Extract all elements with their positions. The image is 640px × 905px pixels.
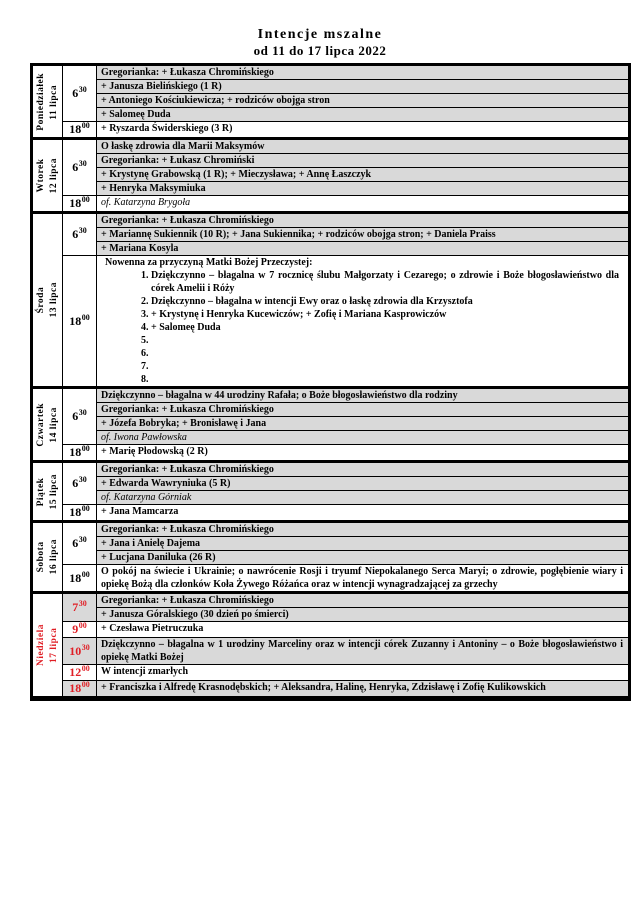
intention-row: + Mariannę Sukiennik (10 R); + Jana Sukiennika; + rodziców obojga stron; + Daniela Praiss	[97, 227, 628, 241]
novena-item	[151, 360, 623, 373]
intention-rows	[97, 66, 628, 121]
time-cell	[63, 622, 97, 637]
time-value: $18^{00}$	[69, 504, 90, 519]
time-cell	[63, 638, 97, 664]
time-value: $6^{30}$	[72, 226, 87, 241]
mass-intentions-table	[30, 63, 631, 701]
day-groups	[63, 214, 628, 386]
time-cell	[63, 445, 97, 460]
intention-row: Dziękczynno – błagalna w 1 urodziny Marceliny oraz w intencji córek Zuzanny i Antoniny – o Boże błogosławieństwo i opiekę Matki Bożej	[101, 639, 623, 663]
intention-row: Gregorianka: + Łukasz Chromiński	[97, 153, 628, 167]
novena-item	[151, 347, 623, 360]
day-groups	[63, 463, 628, 520]
title-line2: od 11 do 17 lipca 2022	[253, 43, 387, 58]
time-cell	[63, 140, 97, 195]
document-title	[0, 0, 640, 59]
intention-row: Gregorianka: + Łukasza Chromińskiego	[101, 67, 274, 78]
intention-row: + Edwarda Wawryniuka (5 R)	[97, 476, 628, 490]
day-label-thursday	[35, 403, 61, 447]
time-group-1800	[63, 564, 628, 591]
day-date: 13 lipca	[48, 282, 59, 318]
day-label-sunday	[35, 624, 61, 666]
day-name: Sobota	[35, 541, 46, 573]
day-block-tuesday	[33, 137, 628, 211]
intention-rows	[97, 196, 628, 211]
novena-item	[151, 334, 623, 347]
day-cell-thursday	[33, 389, 63, 460]
time-group-1800	[63, 121, 628, 137]
intention-rows	[97, 389, 628, 444]
intention-row: + Lucjana Daniluka (26 R)	[97, 550, 628, 564]
time-group-1800-novena	[63, 255, 628, 386]
intention-rows	[97, 681, 628, 696]
intention-rows	[97, 256, 628, 386]
intention-row: + Salomeę Duda	[97, 107, 628, 121]
time-group-1800	[63, 444, 628, 460]
novena-item: 4. + Salomeę Duda	[151, 321, 623, 334]
novena-list	[101, 269, 623, 386]
time-value: $18^{00}$	[69, 121, 90, 136]
time-group-630	[63, 389, 628, 444]
intention-row-offering: of. Katarzyna Brygoła	[101, 197, 191, 208]
title-line1: Intencje mszalne	[257, 27, 383, 42]
time-cell	[63, 463, 97, 504]
intention-row: + Jana Mamcarza	[101, 506, 179, 517]
intention-row-offering: of. Iwona Pawłowska	[97, 430, 628, 444]
day-date: 12 lipca	[48, 157, 59, 194]
intention-row: + Jana i Anielę Dajema	[97, 536, 628, 550]
day-groups	[63, 140, 628, 211]
intention-row: + Czesława Pietruczuka	[101, 623, 204, 634]
time-cell	[63, 256, 97, 386]
day-block-thursday	[33, 386, 628, 460]
time-value: $9^{00}$	[72, 621, 87, 636]
novena-item	[151, 373, 623, 386]
intention-row: W intencji zmarłych	[101, 666, 189, 677]
day-date: 11 lipca	[48, 84, 59, 119]
intention-row: O łaskę zdrowia dla Marii Maksymów	[101, 141, 265, 152]
novena-item: 2. Dziękczynno – błagalna w intencji Ewy oraz o łaskę zdrowia dla Krzysztofa	[151, 295, 623, 308]
intention-row: Gregorianka: + Łukasza Chromińskiego	[97, 402, 628, 416]
time-group-630	[63, 66, 628, 121]
intention-rows	[97, 463, 628, 504]
time-group-630	[63, 140, 628, 195]
intention-rows	[97, 505, 628, 520]
intention-rows	[97, 565, 628, 591]
time-group-630	[63, 523, 628, 564]
time-group-630	[63, 214, 628, 255]
time-group-900	[63, 621, 628, 637]
time-value: $18^{00}$	[69, 444, 90, 459]
day-label-monday	[35, 73, 61, 131]
novena-heading: Nowenna za przyczyną Matki Bożej Przeczystej:	[105, 257, 313, 268]
day-block-sunday	[33, 591, 628, 696]
intention-row: + Krystynę Grabowską (1 R); + Mieczysława; + Annę Łaszczyk	[97, 167, 628, 181]
time-cell	[63, 389, 97, 444]
day-date: 16 lipca	[48, 539, 59, 575]
intention-row: Dziękczynno – błagalna w 44 urodziny Rafała; o Boże błogosławieństwo dla rodziny	[101, 390, 458, 401]
intention-row: + Janusza Bielińskiego (1 R)	[97, 79, 628, 93]
intention-row: Gregorianka: + Łukasza Chromińskiego	[101, 595, 274, 606]
time-group-1200	[63, 664, 628, 680]
day-name: Środa	[35, 286, 46, 314]
time-cell	[63, 122, 97, 137]
intention-rows	[97, 122, 628, 137]
day-groups	[63, 523, 628, 591]
time-value: $6^{30}$	[72, 475, 87, 490]
intention-row: + Marię Płodowską (2 R)	[101, 446, 208, 457]
day-block-saturday	[33, 520, 628, 591]
day-name: Czwartek	[35, 402, 46, 447]
time-cell	[63, 665, 97, 680]
day-block-wednesday	[33, 211, 628, 386]
time-cell	[63, 214, 97, 255]
intention-row: + Ryszarda Świderskiego (3 R)	[101, 123, 233, 134]
time-value: $18^{00}$	[69, 569, 90, 585]
day-name: Niedziela	[35, 624, 46, 666]
time-group-630	[63, 463, 628, 504]
time-group-1800	[63, 504, 628, 520]
day-name: Piątek	[35, 477, 46, 506]
intention-row: Gregorianka: + Łukasza Chromińskiego	[101, 464, 274, 475]
day-date: 17 lipca	[48, 627, 59, 663]
intention-row: + Józefa Bobryka; + Bronisławę i Jana	[97, 416, 628, 430]
day-cell-monday	[33, 66, 63, 137]
time-cell	[63, 594, 97, 621]
time-cell	[63, 66, 97, 121]
intention-row: + Henryka Maksymiuka	[97, 181, 628, 195]
time-value: $6^{30}$	[72, 535, 87, 550]
time-value: $18^{00}$	[69, 312, 90, 328]
intention-row: + Mariana Kosyla	[97, 241, 628, 255]
time-cell	[63, 523, 97, 564]
intention-rows	[97, 140, 628, 195]
day-groups	[63, 594, 628, 696]
day-cell-sunday	[33, 594, 63, 696]
time-cell	[63, 681, 97, 696]
day-cell-saturday	[33, 523, 63, 591]
time-cell	[63, 196, 97, 211]
intention-rows	[97, 594, 628, 621]
intention-rows	[97, 665, 628, 680]
day-cell-tuesday	[33, 140, 63, 211]
time-value: $12^{00}$	[69, 664, 90, 679]
time-value: $6^{30}$	[72, 159, 87, 174]
day-groups	[63, 66, 628, 137]
time-group-1030	[63, 637, 628, 664]
intention-rows	[97, 214, 628, 255]
time-value: $7^{30}$	[72, 599, 87, 614]
time-group-1800	[63, 680, 628, 696]
novena-item: 3. + Krystynę i Henryka Kucewiczów; + Zofię i Mariana Kasprowiczów	[151, 308, 623, 321]
intention-row: + Antoniego Kościukiewicza; + rodziców obojga stron	[97, 93, 628, 107]
day-label-saturday	[35, 539, 61, 574]
day-label-wednesday	[35, 282, 61, 317]
intention-row: Gregorianka: + Łukasza Chromińskiego	[101, 524, 274, 535]
time-cell	[63, 505, 97, 520]
day-label-friday	[35, 474, 61, 509]
day-date: 15 lipca	[48, 473, 59, 510]
intention-row: Gregorianka: + Łukasza Chromińskiego	[101, 215, 274, 226]
day-groups	[63, 389, 628, 460]
intention-rows	[97, 622, 628, 637]
intention-rows	[97, 523, 628, 564]
novena-item: 1. Dziękczynno – błagalna w 7 rocznicę ślubu Małgorzaty i Cezarego; o zdrowie i Boże błogosławieństwo dla córek Amelii i Róży	[151, 269, 623, 295]
day-name: Poniedziałek	[35, 72, 46, 131]
day-block-friday	[33, 460, 628, 520]
intention-row: + Janusza Góralskiego (30 dzień po śmierci)	[97, 607, 628, 621]
time-group-1800	[63, 195, 628, 211]
day-cell-friday	[33, 463, 63, 520]
day-name: Wtorek	[35, 158, 46, 193]
day-block-monday	[33, 66, 628, 137]
day-label-tuesday	[35, 158, 61, 193]
intention-row: O pokój na świecie i Ukrainie; o nawrócenie Rosji i tryumf Niepokalanego Serca Maryi; o zdrowie, pogłębienie wiary i opiekę Bożą dla członków Koła Żywego Różańca oraz w intencji wynagradzającej za grzechy	[101, 566, 623, 590]
intention-row-offering: of. Katarzyna Górniak	[97, 490, 628, 504]
time-value: $10^{30}$	[69, 642, 90, 658]
day-cell-wednesday	[33, 214, 63, 386]
novena-row	[97, 256, 628, 386]
time-value: $18^{00}$	[69, 680, 90, 695]
time-cell	[63, 565, 97, 591]
intention-rows	[97, 638, 628, 664]
intention-row: + Franciszka i Alfredę Krasnodębskich; + Aleksandra, Halinę, Henryka, Zdzisławę i Zofię Kulikowskich	[101, 682, 546, 693]
intention-rows	[97, 445, 628, 460]
time-value: $18^{00}$	[69, 195, 90, 210]
time-value: $6^{30}$	[72, 408, 87, 423]
day-date: 14 lipca	[48, 406, 59, 443]
time-value: $6^{30}$	[72, 85, 87, 100]
time-group-730	[63, 594, 628, 621]
